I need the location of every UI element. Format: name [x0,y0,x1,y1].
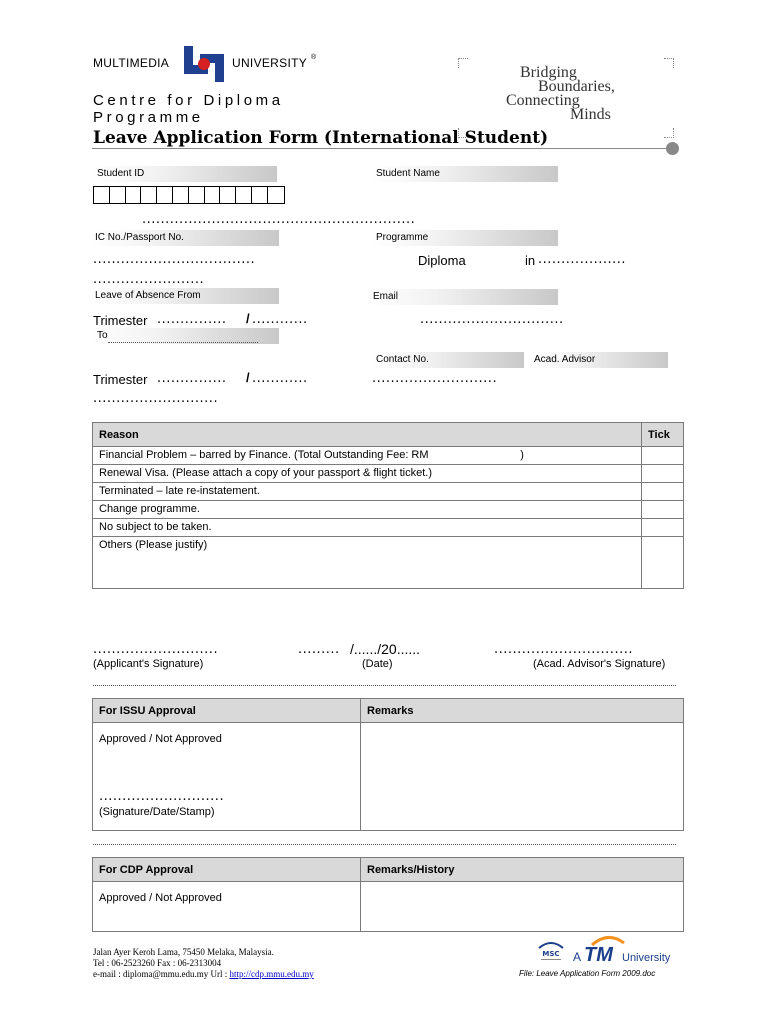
header-rule [92,148,670,149]
footer-contact [93,947,314,980]
ic-passport-label: IC No./Passport No. [91,230,279,246]
leave-from-label: Leave of Absence From [91,288,279,304]
in-text: in [525,253,536,268]
cdp-table [92,857,684,932]
email-line[interactable]: ............................... [420,312,564,327]
cdp-approval-header: For CDP Approval [93,858,361,882]
advisor-signature-label: (Acad. Advisor's Signature) [533,658,666,670]
issu-approval-status[interactable]: Approved / Not Approved [99,733,222,745]
reason-row [93,501,684,519]
trimester-from-slash: / [246,311,250,326]
trimester-to-slash: / [246,370,250,385]
tm-university-text: University [622,952,671,964]
footer-email-url [93,969,314,980]
tick-cell[interactable] [642,537,684,589]
ic-passport-line[interactable]: ................................... [93,252,256,267]
reason-row [93,483,684,501]
trimester-from-label: Trimester [93,313,148,328]
slogan-1: Bridging [520,64,577,81]
tick-cell[interactable] [642,465,684,483]
reason-row [93,447,684,465]
applicant-signature-label: (Applicant's Signature) [93,658,204,670]
trimester-to-label: Trimester [93,372,148,387]
reason-text: Change programme. [93,501,642,519]
msc-logo [536,938,566,964]
issu-approval-cell [93,723,361,831]
reason-column-header: Reason [93,423,642,447]
slogan-frame [458,58,674,138]
trimester-to-line-b[interactable]: ............ [252,371,308,386]
acad-advisor-line[interactable]: ........................... [93,391,219,406]
issu-signature-label: (Signature/Date/Stamp) [99,806,215,818]
issu-table [92,698,684,831]
reason-row [93,537,684,589]
student-name-line[interactable]: ........................................................... [142,212,416,227]
trimester-from-line-b[interactable]: ............ [252,312,308,327]
applicant-signature-line[interactable]: ........................... [93,642,219,657]
acad-advisor-label: Acad. Advisor [530,352,668,368]
university-name-right: UNIVERSITY [232,56,308,70]
tick-cell[interactable] [642,501,684,519]
reason-table [92,422,684,589]
cdp-remarks-cell[interactable] [361,882,684,932]
to-dotted-line [108,342,258,343]
university-name-left: MULTIMEDIA [93,56,170,70]
reason-row [93,465,684,483]
email-label: Email [369,289,558,305]
reason-row [93,519,684,537]
date-line-a[interactable]: ......... [298,642,340,657]
cdp-approval-cell [93,882,361,932]
trimester-from-line-a[interactable]: ............... [157,312,227,327]
footer-address: Jalan Ayer Keroh Lama, 75450 Melaka, Malaysia. [93,947,274,957]
tick-column-header: Tick [642,423,684,447]
programme-line-2[interactable]: ........................ [93,272,205,287]
to-label: To [93,328,279,344]
footer-url-link[interactable]: http://cdp.mmu.edu.my [229,969,314,979]
programme-label: Programme [372,230,558,246]
centre-line-1: Centre for Diploma [93,92,284,109]
tick-cell[interactable] [642,447,684,465]
trimester-to-line-a[interactable]: ............... [157,371,227,386]
tm-a: A [573,950,582,964]
footer-tel: Tel : 06-2523260 Fax : 06-2313004 [93,958,222,968]
reason-text: Terminated – late re-instatement. [93,483,642,501]
issu-approval-header: For ISSU Approval [93,699,361,723]
issu-remarks-cell[interactable] [361,723,684,831]
programme-line-1[interactable]: ................... [538,252,627,267]
issu-remarks-header: Remarks [361,699,684,723]
reason-text: Financial Problem – barred by Finance. (Total Outstanding Fee: RM ) [93,447,642,465]
slogan-4: Minds [570,106,611,123]
student-id-label: Student ID [93,166,277,182]
header-rule-dot [666,142,679,155]
tm-logo: TM [584,944,613,966]
contact-no-label: Contact No. [372,352,524,368]
msc-logo-text: MSC [542,950,560,958]
form-title: Leave Application Form (International Student) [93,128,549,148]
date-line-b[interactable]: /....../20...... [350,641,421,657]
footer-email: e-mail : diploma@mmu.edu.my Url : [93,969,230,979]
registered-mark: ® [311,54,317,61]
separator-2 [93,844,676,845]
tick-cell[interactable] [642,519,684,537]
reason-text: Others (Please justify) [93,537,642,589]
cdp-approval-status[interactable]: Approved / Not Approved [99,892,222,904]
issu-signature-line[interactable]: ........................... [99,789,225,804]
separator-1 [93,685,676,686]
slogan-2: Boundaries, [538,78,615,95]
mmu-logo [182,44,226,84]
reason-text: Renewal Visa. (Please attach a copy of your passport & flight ticket.) [93,465,642,483]
advisor-signature-line[interactable]: .............................. [494,642,633,657]
diploma-text: Diploma [418,253,466,268]
reason-text: No subject to be taken. [93,519,642,537]
student-id-boxes[interactable] [93,186,285,204]
student-name-label: Student Name [372,166,558,182]
slogan-3: Connecting [506,92,580,109]
date-label: (Date) [362,658,393,670]
contact-no-line[interactable]: ........................... [372,371,498,386]
tick-cell[interactable] [642,483,684,501]
centre-line-2: Programme [93,109,204,126]
file-name: File: Leave Application Form 2009.doc [519,969,656,978]
cdp-remarks-header: Remarks/History [361,858,684,882]
